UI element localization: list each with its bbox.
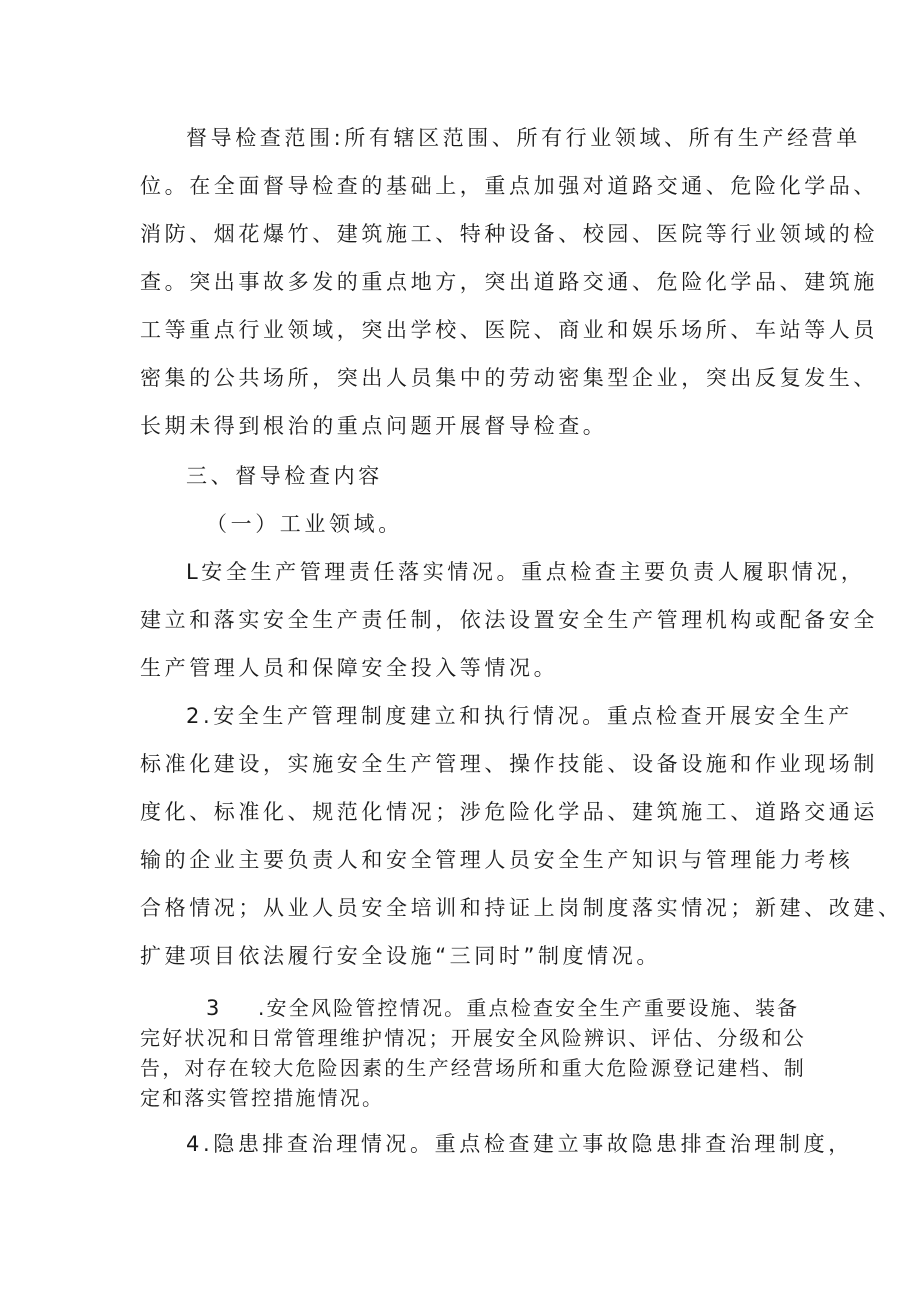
paragraph-line-7: 长期未得到根治的重点问题开展督导检查。 — [140, 414, 608, 438]
item-2-line-2: 标准化建设，实施安全生产管理、操作技能、设备设施和作业现场制 — [140, 752, 878, 776]
item-3-number: 3 — [206, 996, 223, 1020]
section-heading: 三、督导检查内容 — [186, 464, 383, 488]
item-1-line-3: 生产管理人员和保障安全投入等情况。 — [140, 656, 559, 680]
item-4-line-1: 4.隐患排查治理情况。重点检查建立事故隐患排查治理制度， — [186, 1132, 853, 1156]
subsection-heading: （一）工业领域。 — [206, 512, 403, 536]
paragraph-line-1: 督导检查范围:所有辖区范围、所有行业领域、所有生产经营单 — [186, 126, 861, 150]
item-3-line-1: .安全风险管控情况。重点检查安全生产重要设施、装备 — [258, 996, 800, 1020]
paragraph-line-3: 消防、烟花爆竹、建筑施工、特种设备、校园、医院等行业领域的检 — [140, 222, 878, 246]
item-3-line-4: 定和落实管控措施情况。 — [140, 1086, 385, 1110]
paragraph-line-6: 密集的公共场所，突出人员集中的劳动密集型企业，突出反复发生、 — [140, 366, 878, 390]
item-2-line-4: 输的企业主要负责人和安全管理人员安全生产知识与管理能力考核 — [140, 848, 854, 872]
paragraph-line-2: 位。在全面督导检查的基础上，重点加强对道路交通、危险化学品、 — [140, 174, 878, 198]
paragraph-line-4: 查。突出事故多发的重点地方，突出道路交通、危险化学品、建筑施 — [140, 270, 878, 294]
item-2-line-3: 度化、标准化、规范化情况；涉危险化学品、建筑施工、道路交通运 — [140, 800, 878, 824]
item-2-line-5: 合格情况；从业人员安全培训和持证上岗制度落实情况；新建、改建、 — [140, 896, 903, 920]
item-3-line-3: 告，对存在较大危险因素的生产经营场所和重大危险源登记建档、制 — [140, 1056, 806, 1080]
item-1-line-1: L安全生产管理责任落实情况。重点检查主要负责人履职情况， — [186, 560, 866, 584]
item-2-line-6: 扩建项目依法履行安全设施“三同时”制度情况。 — [140, 944, 661, 968]
paragraph-line-5: 工等重点行业领域，突出学校、医院、商业和娱乐场所、车站等人员 — [140, 318, 878, 342]
item-3-line-2: 完好状况和日常管理维护情况；开展安全风险辨识、评估、分级和公 — [140, 1026, 806, 1050]
item-1-line-2: 建立和落实安全生产责任制，依法设置安全生产管理机构或配备安全 — [140, 608, 878, 632]
item-2-line-1: 2.安全生产管理制度建立和执行情况。重点检查开展安全生产 — [186, 704, 853, 728]
